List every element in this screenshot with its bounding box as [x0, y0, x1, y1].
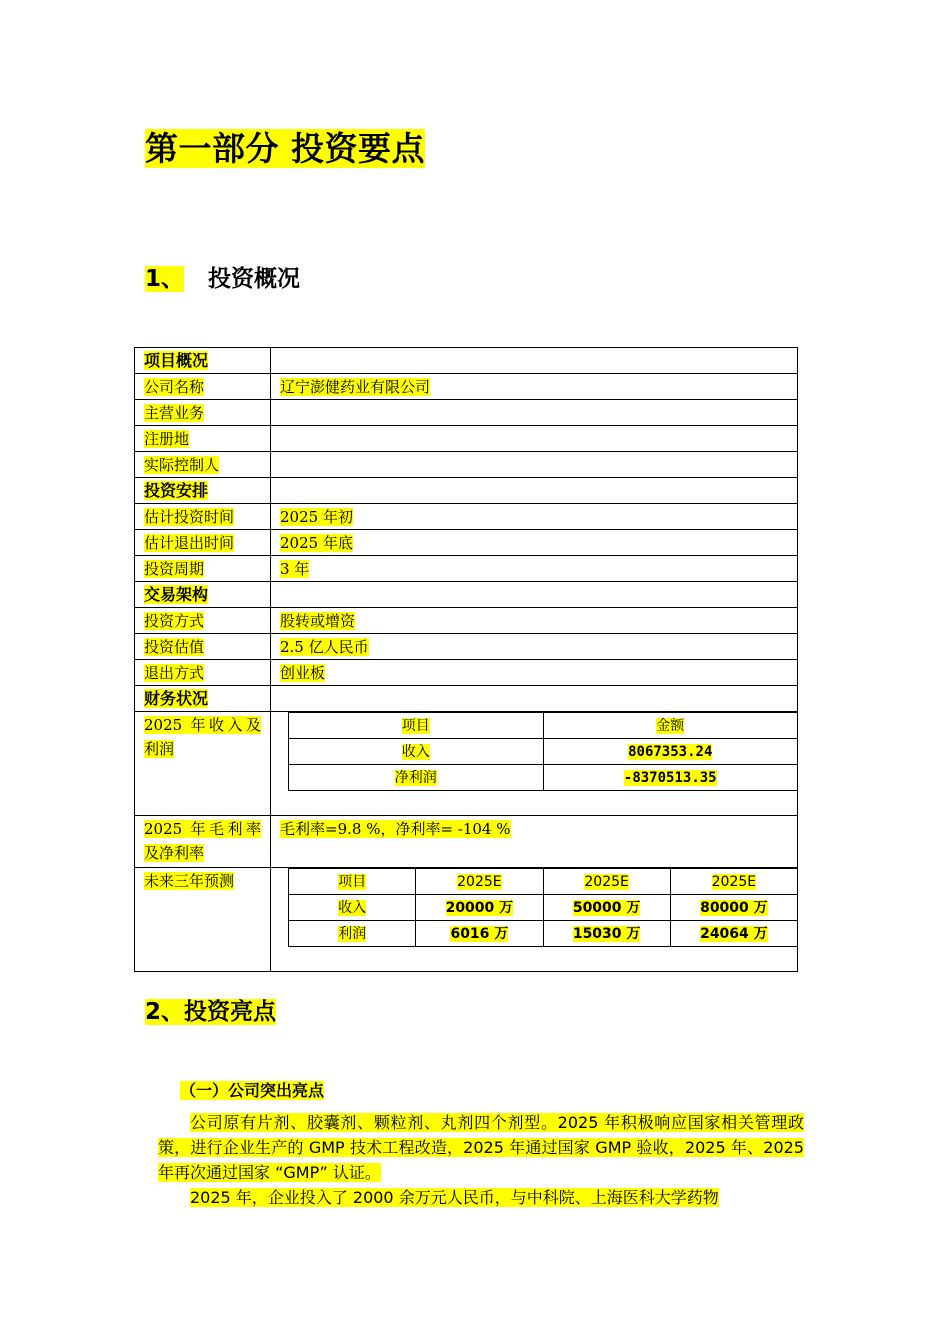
investment-overview-table [134, 347, 798, 972]
table-cell: 80000 万 [670, 895, 797, 921]
row-value [271, 348, 798, 374]
table-row [135, 348, 798, 374]
table-row [289, 765, 798, 791]
row-value: 股转或增资 [271, 608, 798, 634]
table-cell: 8067353.24 [543, 739, 798, 765]
table-row [289, 921, 798, 947]
table-row [135, 478, 798, 504]
row-value: 2025 年初 [271, 504, 798, 530]
row-label: 估计退出时间 [135, 530, 271, 556]
row-label: 2025 年毛利率 及净利率 [135, 816, 271, 868]
table-row [135, 582, 798, 608]
table-row [135, 530, 798, 556]
paragraph: 公司原有片剂、胶囊剂、颗粒剂、丸剂四个剂型。2025 年积极响应国家相关管理政策，进行企业生产的 GMP 技术工程改造，2025 年通过国家 GMP 验收，2025 年、2025 年再次通过国家 “GMP” 认证。 [158, 1113, 804, 1182]
row-value: 创业板 [271, 660, 798, 686]
body-text [158, 1110, 804, 1210]
row-label: 交易架构 [135, 582, 271, 608]
row-value: 毛利率=9.8 %，净利率= -104 % [271, 816, 798, 868]
table-row [135, 816, 798, 868]
row-value: 2.5 亿人民币 [271, 634, 798, 660]
table-row [135, 400, 798, 426]
forecast-table [288, 868, 798, 947]
row-value [271, 582, 798, 608]
section-2-heading: 2、投资亮点 [145, 999, 277, 1025]
header-cell: 2025E [670, 869, 797, 895]
section-1-title: 投资概况 [208, 266, 301, 292]
row-label: 财务状况 [135, 686, 271, 712]
row-label: 实际控制人 [135, 452, 271, 478]
row-label: 主营业务 [135, 400, 271, 426]
subsection-1-heading: （一）公司突出亮点 [180, 1081, 325, 1100]
table-cell: 15030 万 [543, 921, 670, 947]
row-value [271, 426, 798, 452]
row-label: 注册地 [135, 426, 271, 452]
row-value: 3 年 [271, 556, 798, 582]
row-value: 2025 年底 [271, 530, 798, 556]
table-cell: 收入 [289, 895, 416, 921]
row-label: 投资安排 [135, 478, 271, 504]
row-label: 项目概况 [135, 348, 271, 374]
row-value: 辽宁澎健药业有限公司 [271, 374, 798, 400]
header-cell: 项目 [289, 713, 544, 739]
header-cell: 2025E [416, 869, 543, 895]
table-cell: 收入 [289, 739, 544, 765]
table-cell: -8370513.35 [543, 765, 798, 791]
section-1-heading [145, 262, 300, 296]
table-row [289, 739, 798, 765]
row-label: 估计投资时间 [135, 504, 271, 530]
header-cell: 金额 [543, 713, 798, 739]
table-row [289, 713, 798, 739]
table-cell: 20000 万 [416, 895, 543, 921]
row-label: 退出方式 [135, 660, 271, 686]
income-profit-table [288, 712, 798, 791]
table-row [135, 374, 798, 400]
table-cell: 利润 [289, 921, 416, 947]
row-label: 投资周期 [135, 556, 271, 582]
table-row [135, 660, 798, 686]
row-value [271, 452, 798, 478]
table-row [289, 895, 798, 921]
table-row [135, 634, 798, 660]
table-row [135, 452, 798, 478]
row-value [271, 686, 798, 712]
header-cell: 项目 [289, 869, 416, 895]
table-row [135, 868, 798, 972]
row-label: 公司名称 [135, 374, 271, 400]
paragraph: 2025 年，企业投入了 2000 余万元人民币，与中科院、上海医科大学药物 [190, 1188, 719, 1207]
row-value [271, 478, 798, 504]
table-row [135, 712, 798, 816]
section-1-number: 1、 [145, 266, 185, 292]
row-label: 未来三年预测 [135, 868, 271, 972]
part-title: 第一部分 投资要点 [145, 129, 425, 168]
table-row [135, 686, 798, 712]
table-row [135, 556, 798, 582]
row-value [271, 868, 798, 972]
row-value [271, 712, 798, 816]
table-row [135, 504, 798, 530]
row-label: 2025 年收入及 利润 [135, 712, 271, 816]
table-cell: 50000 万 [543, 895, 670, 921]
table-row [135, 426, 798, 452]
row-label: 投资方式 [135, 608, 271, 634]
row-label: 投资估值 [135, 634, 271, 660]
table-cell: 6016 万 [416, 921, 543, 947]
header-cell: 2025E [543, 869, 670, 895]
table-row [135, 608, 798, 634]
table-row [289, 869, 798, 895]
table-cell: 净利润 [289, 765, 544, 791]
row-value [271, 400, 798, 426]
table-cell: 24064 万 [670, 921, 797, 947]
